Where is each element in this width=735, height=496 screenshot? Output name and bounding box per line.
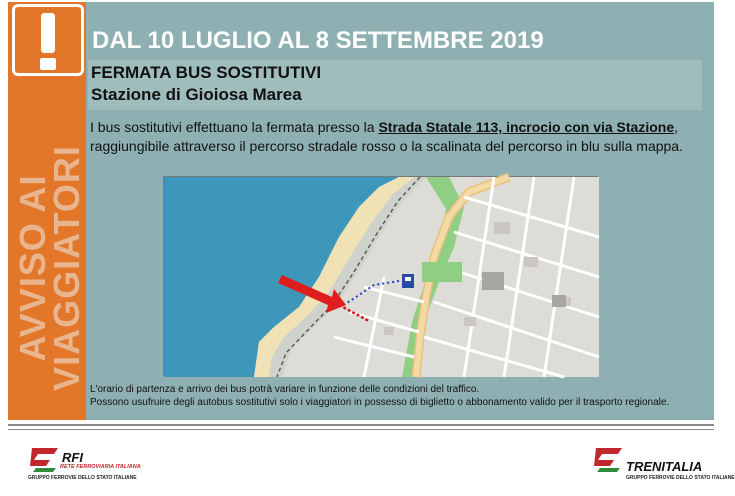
stop-location: Strada Statale 113, incrocio con via Stazione xyxy=(378,119,675,135)
trenitalia-name: TRENITALIA xyxy=(626,459,703,474)
note-ticket: Possono usufruire degli autobus sostitutivi solo i viaggiatori in possesso di biglietto o abbonamento valido per il trasporto regionale. xyxy=(90,397,670,408)
trenitalia-group: GRUPPO FERROVIE DELLO STATO ITALIANE xyxy=(626,475,735,481)
side-band xyxy=(8,2,86,420)
rfi-logo xyxy=(28,444,141,481)
trenitalia-logo xyxy=(592,444,735,481)
location-map xyxy=(163,176,598,376)
notice-text: I bus sostitutivi effettuano la fermata presso la Strada Statale 113, incrocio con via Stazione, raggiungibile attraverso il percorso stradale rosso o la scalinata del percorso in blu sulla mappa. xyxy=(90,119,683,154)
trenitalia-logo-icon xyxy=(592,444,626,474)
page-title: FERMATA BUS SOSTITUTIVI xyxy=(91,63,322,82)
divider xyxy=(8,424,714,426)
note-traffic: L'orario di partenza e arrivo dei bus potrà variare in funzione delle condizioni del traffico. xyxy=(90,384,480,395)
rfi-name: RFI xyxy=(62,450,83,465)
date-banner: DAL 10 LUGLIO AL 8 SETTEMBRE 2019 xyxy=(92,27,544,54)
title-panel xyxy=(88,60,702,110)
rfi-logo-icon xyxy=(28,444,62,474)
footnotes xyxy=(90,383,700,409)
exclamation-icon xyxy=(12,4,84,76)
side-label: AVVISO AI VIAGGIATORI xyxy=(12,145,87,391)
rfi-subtitle: RETE FERROVIARIA ITALIANA xyxy=(60,464,141,470)
rfi-group: GRUPPO FERROVIE DELLO STATO ITALIANE xyxy=(28,475,137,481)
station-name: Stazione di Gioiosa Marea xyxy=(91,85,302,104)
divider xyxy=(8,429,714,430)
